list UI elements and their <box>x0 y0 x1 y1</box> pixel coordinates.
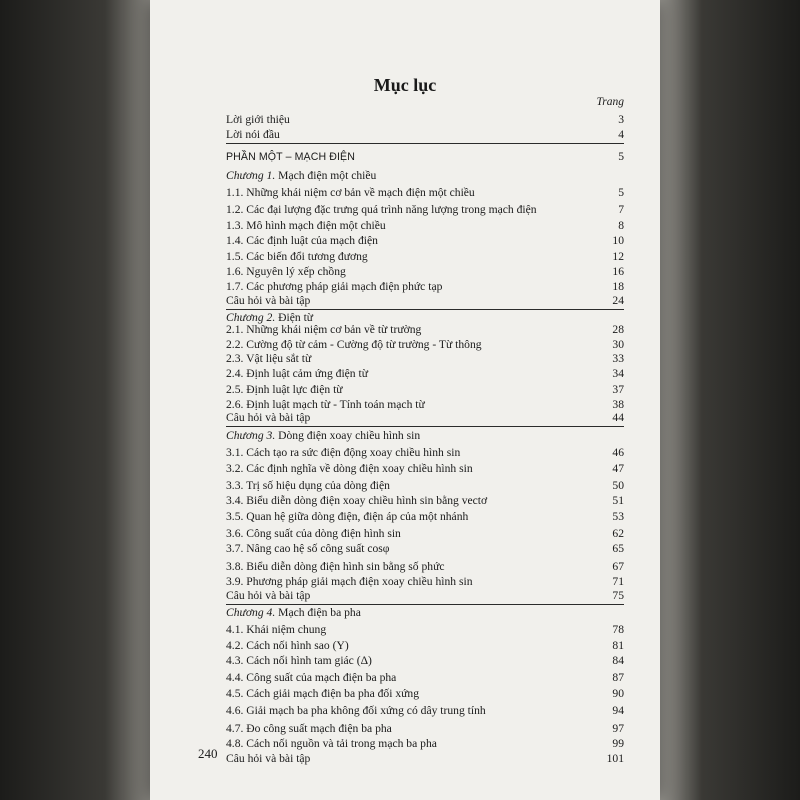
toc-entry-page: 7 <box>618 203 624 216</box>
toc-entry <box>226 751 624 767</box>
toc-entry <box>226 588 624 604</box>
toc-entry <box>226 461 624 477</box>
toc-entry-page: 28 <box>612 323 624 336</box>
toc-chapter-number: Chương 3. <box>226 429 276 442</box>
toc-entry-label: 1.3. Mô hình mạch điện một chiều <box>226 219 386 232</box>
toc-chapter-heading <box>226 605 624 621</box>
toc-entry-label: 1.7. Các phương pháp giải mạch điện phức tạp <box>226 280 443 293</box>
scan-background-left <box>0 0 150 800</box>
toc-entry-page: 10 <box>612 234 624 247</box>
toc-entry-label: 3.9. Phương pháp giải mạch điện xoay chiều hình sin <box>226 575 473 588</box>
toc-entry <box>226 322 624 338</box>
toc-entry-label: 3.1. Cách tạo ra sức điện động xoay chiều hình sin <box>226 446 461 459</box>
toc-chapter-heading <box>226 428 624 444</box>
toc-entry-label: 4.8. Cách nối nguồn và tải trong mạch ba pha <box>226 737 437 750</box>
toc-part-heading <box>226 149 624 165</box>
toc-entry-page: 18 <box>612 280 624 293</box>
toc-entry-label: Câu hỏi và bài tập <box>226 294 311 307</box>
toc-entry-page: 50 <box>612 479 624 492</box>
toc-entry-page: 47 <box>612 462 624 475</box>
toc-entry <box>226 127 624 143</box>
toc-entry-label: 4.4. Công suất của mạch điện ba pha <box>226 671 397 684</box>
toc-entry-label: 4.2. Cách nối hình sao (Y) <box>226 639 349 652</box>
toc-entry-page: 33 <box>612 352 624 365</box>
toc-entry-page: 53 <box>612 510 624 523</box>
toc-entry-page: 3 <box>618 113 624 126</box>
section-divider <box>226 143 624 144</box>
toc-entry-page: 5 <box>618 186 624 199</box>
toc-entry-label: 3.3. Trị số hiệu dụng của dòng điện <box>226 479 390 492</box>
toc-entry-page: 24 <box>612 294 624 307</box>
toc-entry-label: Câu hỏi và bài tập <box>226 752 311 765</box>
toc-entry-page: 46 <box>612 446 624 459</box>
section-divider <box>226 426 624 427</box>
toc-chapter-title: Dòng điện xoay chiều hình sin <box>275 429 421 442</box>
toc-entry <box>226 218 624 234</box>
toc-chapter-number: Chương 1. <box>226 169 276 182</box>
toc-entry <box>226 445 624 461</box>
toc-chapter-title: Mạch điện một chiều <box>275 169 377 182</box>
toc-entry <box>226 653 624 669</box>
toc-entry-label: 4.6. Giải mạch ba pha không đối xứng có dây trung tính <box>226 704 486 717</box>
toc-entry <box>226 493 624 509</box>
toc-entry-label: 3.4. Biểu diễn dòng điện xoay chiều hình sin bằng vectơ <box>226 494 488 507</box>
toc-entry-page: 8 <box>618 219 624 232</box>
toc-entry-label: 1.1. Những khái niệm cơ bản về mạch điện một chiều <box>226 186 475 199</box>
toc-entry <box>226 382 624 398</box>
toc-entry-label: 4.3. Cách nối hình tam giác (Δ) <box>226 654 372 667</box>
toc-entry-label: 3.5. Quan hệ giữa dòng điện, điện áp của một nhánh <box>226 510 469 523</box>
toc-entry-label: 1.6. Nguyên lý xếp chồng <box>226 265 346 278</box>
toc-entry-page: 94 <box>612 704 624 717</box>
toc-entry-label: 2.4. Định luật cảm ứng điện từ <box>226 367 369 380</box>
toc-entry <box>226 509 624 525</box>
toc-entry-label: 2.6. Định luật mạch từ - Tính toán mạch từ <box>226 398 425 411</box>
toc-entry-label: 3.7. Nâng cao hệ số công suất cosφ <box>226 542 390 555</box>
toc-entry-page: 97 <box>612 722 624 735</box>
toc-entry <box>226 351 624 367</box>
page-number: 240 <box>198 746 218 761</box>
toc-entry-page: 78 <box>612 623 624 636</box>
toc-entry <box>226 721 624 737</box>
toc-entry-page: 71 <box>612 575 624 588</box>
toc-chapter-title: Điện từ <box>275 311 314 324</box>
toc-entry-page: 4 <box>618 128 624 141</box>
toc-entry-label: 4.7. Đo công suất mạch điện ba pha <box>226 722 392 735</box>
toc-entry-label <box>226 168 600 184</box>
toc-entry-label: 3.6. Công suất của dòng điện hình sin <box>226 527 401 540</box>
toc-entry-label: 3.8. Biểu diễn dòng điện hình sin bằng số phức <box>226 560 445 573</box>
toc-entry <box>226 249 624 265</box>
toc-entry-label: Lời giới thiệu <box>226 113 290 126</box>
toc-entry <box>226 703 624 719</box>
toc-entry <box>226 670 624 686</box>
toc-entry-label: 2.2. Cường độ từ cảm - Cường độ từ trường - Từ thông <box>226 338 482 351</box>
toc-entry-label: Câu hỏi và bài tập <box>226 411 311 424</box>
toc-entry-page: 5 <box>618 150 624 163</box>
book-page <box>150 0 660 800</box>
toc-entry-label <box>226 428 600 444</box>
toc-entry-page: 51 <box>612 494 624 507</box>
toc-entry <box>226 112 624 128</box>
toc-entry-page: 34 <box>612 367 624 380</box>
toc-entry <box>226 233 624 249</box>
toc-entry <box>226 293 624 309</box>
toc-entry <box>226 526 624 542</box>
toc-entry-label: 1.2. Các đại lượng đặc trưng quá trình năng lượng trong mạch điện <box>226 203 537 216</box>
toc-entry-page: 16 <box>612 265 624 278</box>
toc-entry-label: 4.5. Cách giải mạch điện ba pha đối xứng <box>226 687 420 700</box>
toc-entry <box>226 202 624 218</box>
page-title: Mục lục <box>373 75 437 95</box>
toc-entry <box>226 622 624 638</box>
toc-entry <box>226 185 624 201</box>
toc-entry <box>226 736 624 752</box>
toc-entry-page: 81 <box>612 639 624 652</box>
toc-entry-label: 4.1. Khái niệm chung <box>226 623 327 636</box>
toc-entry-page: 67 <box>612 560 624 573</box>
toc-entry-label: 1.5. Các biến đổi tương đương <box>226 250 368 263</box>
scan-background-right <box>660 0 800 800</box>
toc-entry-page: 12 <box>612 250 624 263</box>
toc-entry-page: 44 <box>612 411 624 424</box>
toc-entry-page: 30 <box>612 338 624 351</box>
toc-entry-page: 38 <box>612 398 624 411</box>
toc-entry-page: 87 <box>612 671 624 684</box>
toc-entry-page: 75 <box>612 589 624 602</box>
toc-entry-page: 65 <box>612 542 624 555</box>
toc-entry <box>226 638 624 654</box>
toc-entry-page: 62 <box>612 527 624 540</box>
toc-entry <box>226 264 624 280</box>
toc-chapter-number: Chương 2. <box>226 311 276 324</box>
toc-entry-label <box>226 605 600 621</box>
page-column-header: Trang <box>596 96 624 108</box>
toc-entry-label: Lời nói đầu <box>226 128 280 141</box>
toc-entry <box>226 559 624 575</box>
toc-entry-page: 37 <box>612 383 624 396</box>
toc-entry-label: 2.3. Vật liệu sắt từ <box>226 352 312 365</box>
toc-entry-page: 101 <box>606 752 624 765</box>
toc-entry-label: PHẦN MỘT – MẠCH ĐIỆN <box>226 151 355 163</box>
toc-entry-label: 2.5. Định luật lực điện từ <box>226 383 343 396</box>
toc-entry-page: 84 <box>612 654 624 667</box>
toc-chapter-number: Chương 4. <box>226 606 276 619</box>
toc-entry <box>226 410 624 426</box>
toc-entry <box>226 541 624 557</box>
toc-chapter-heading <box>226 168 624 184</box>
toc-chapter-title: Mạch điện ba pha <box>275 606 361 619</box>
toc-entry-page: 99 <box>612 737 624 750</box>
toc-entry <box>226 366 624 382</box>
toc-entry-label: 1.4. Các định luật của mạch điện <box>226 234 378 247</box>
toc-entry-label: 3.2. Các định nghĩa về dòng điện xoay chiều hình sin <box>226 462 473 475</box>
toc-entry <box>226 478 624 494</box>
toc-entry-label: 2.1. Những khái niệm cơ bản về từ trường <box>226 323 422 336</box>
toc-entry-page: 90 <box>612 687 624 700</box>
toc-entry-label: Câu hỏi và bài tập <box>226 589 311 602</box>
toc-entry <box>226 686 624 702</box>
